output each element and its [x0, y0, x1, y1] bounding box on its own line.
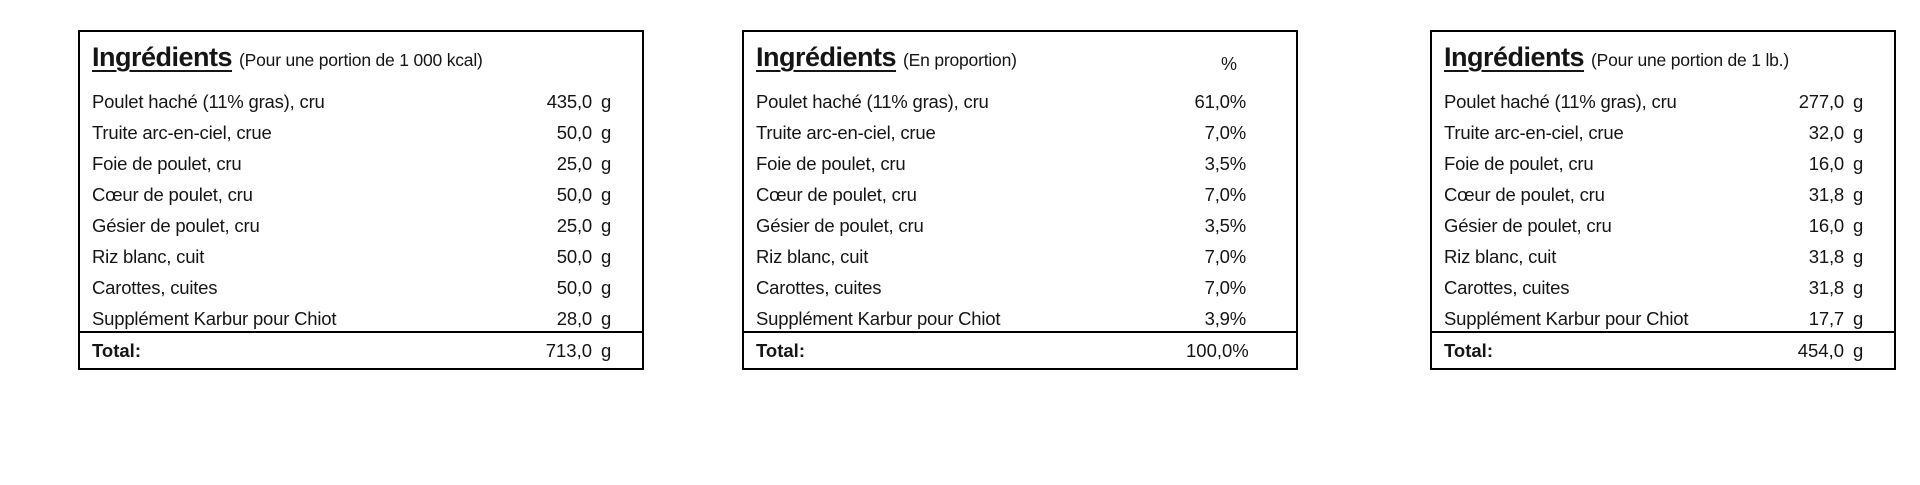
table-row: [1444, 179, 1870, 210]
table-row: [756, 303, 1272, 334]
ingredient-amount: 50,0: [556, 245, 592, 267]
ingredient-name: Cœur de poulet, cru: [756, 183, 917, 205]
ingredient-amount: 277,0: [1798, 90, 1844, 112]
table-row: [92, 210, 618, 241]
ingredient-name: Gésier de poulet, cru: [92, 214, 260, 236]
ingredient-name: Carottes, cuites: [1444, 276, 1570, 298]
total-unit: g: [1853, 339, 1864, 361]
table-row: [756, 148, 1272, 179]
ingredient-name: Foie de poulet, cru: [1444, 152, 1594, 174]
table-rows: [80, 86, 642, 334]
table-row: [1444, 272, 1870, 303]
table-row: [1444, 241, 1870, 272]
ingredient-amount: 50,0: [556, 276, 592, 298]
ingredient-unit: g: [1853, 307, 1864, 329]
table-row: [1444, 148, 1870, 179]
table-row: [1444, 303, 1870, 334]
table-rows: [744, 86, 1296, 334]
ingredient-amount: 7,0%: [1204, 121, 1246, 143]
percent-column-header: %: [1220, 53, 1237, 74]
table-row: [756, 210, 1272, 241]
ingredient-amount: 50,0: [556, 183, 592, 205]
ingredient-name: Carottes, cuites: [92, 276, 218, 298]
table-title: Ingrédients: [1444, 42, 1585, 72]
ingredient-name: Truite arc-en-ciel, crue: [756, 121, 936, 143]
ingredient-name: Poulet haché (11% gras), cru: [756, 90, 989, 112]
ingredient-amount: 16,0: [1808, 214, 1844, 236]
ingredient-name: Gésier de poulet, cru: [756, 214, 924, 236]
ingredient-amount: 16,0: [1808, 152, 1844, 174]
ingredient-amount: 31,8: [1808, 276, 1844, 298]
total-unit: g: [601, 339, 612, 361]
ingredients-table-per-1000kcal: [78, 30, 644, 370]
table-rows: [1432, 86, 1894, 334]
ingredient-name: Carottes, cuites: [756, 276, 882, 298]
ingredient-unit: g: [601, 214, 612, 236]
table-row: [756, 117, 1272, 148]
ingredient-name: Supplément Karbur pour Chiot: [1444, 307, 1689, 329]
table-row: [756, 86, 1272, 117]
table-header: [1432, 32, 1894, 86]
ingredients-table-proportions: [742, 30, 1298, 370]
table-row: [92, 272, 618, 303]
table-row: [1444, 210, 1870, 241]
table-subtitle: (Pour une portion de 1 000 kcal): [239, 50, 483, 70]
ingredient-amount: 25,0: [556, 214, 592, 236]
ingredient-unit: g: [1853, 90, 1864, 112]
ingredient-unit: g: [601, 245, 612, 267]
ingredient-name: Gésier de poulet, cru: [1444, 214, 1612, 236]
table-row: [756, 179, 1272, 210]
ingredient-unit: g: [1853, 183, 1864, 205]
ingredient-amount: 435,0: [546, 90, 592, 112]
total-amount: 100,0%: [1186, 339, 1249, 361]
total-row: [1432, 331, 1894, 368]
ingredient-unit: g: [1853, 214, 1864, 236]
table-row: [756, 272, 1272, 303]
table-title: Ingrédients: [92, 42, 233, 72]
ingredient-unit: g: [601, 121, 612, 143]
table-title: Ingrédients: [756, 42, 897, 72]
ingredient-name: Riz blanc, cuit: [92, 245, 205, 267]
ingredient-amount: 31,8: [1808, 245, 1844, 267]
ingredient-unit: g: [1853, 121, 1864, 143]
table-row: [92, 148, 618, 179]
ingredient-amount: 3,9%: [1204, 307, 1246, 329]
ingredient-name: Foie de poulet, cru: [92, 152, 242, 174]
total-amount: 454,0: [1797, 339, 1844, 361]
ingredient-name: Cœur de poulet, cru: [1444, 183, 1605, 205]
ingredient-unit: g: [1853, 152, 1864, 174]
total-label: Total:: [756, 339, 805, 361]
table-row: [92, 86, 618, 117]
ingredient-amount: 17,7: [1808, 307, 1844, 329]
total-label: Total:: [92, 339, 141, 361]
ingredient-amount: 3,5%: [1204, 214, 1246, 236]
ingredient-amount: 7,0%: [1204, 276, 1246, 298]
table-subtitle: (En proportion): [903, 50, 1017, 70]
ingredient-name: Supplément Karbur pour Chiot: [92, 307, 337, 329]
ingredient-name: Riz blanc, cuit: [756, 245, 869, 267]
ingredient-amount: 50,0: [556, 121, 592, 143]
ingredient-amount: 3,5%: [1204, 152, 1246, 174]
ingredient-amount: 61,0%: [1194, 90, 1246, 112]
table-header: [80, 32, 642, 86]
table-row: [92, 241, 618, 272]
ingredient-unit: g: [601, 307, 612, 329]
ingredient-unit: g: [601, 152, 612, 174]
ingredient-name: Cœur de poulet, cru: [92, 183, 253, 205]
ingredient-unit: g: [1853, 276, 1864, 298]
table-header: [744, 32, 1296, 86]
ingredient-amount: 32,0: [1808, 121, 1844, 143]
ingredient-unit: g: [1853, 245, 1864, 267]
table-subtitle: (Pour une portion de 1 lb.): [1591, 50, 1789, 70]
ingredient-name: Truite arc-en-ciel, crue: [1444, 121, 1624, 143]
total-label: Total:: [1444, 339, 1493, 361]
ingredient-name: Supplément Karbur pour Chiot: [756, 307, 1001, 329]
table-row: [92, 303, 618, 334]
table-row: [1444, 117, 1870, 148]
ingredient-name: Foie de poulet, cru: [756, 152, 906, 174]
ingredient-name: Poulet haché (11% gras), cru: [1444, 90, 1677, 112]
ingredient-amount: 31,8: [1808, 183, 1844, 205]
ingredient-amount: 7,0%: [1204, 183, 1246, 205]
ingredient-amount: 25,0: [556, 152, 592, 174]
total-row: [744, 331, 1296, 368]
ingredient-unit: g: [601, 183, 612, 205]
table-row: [756, 241, 1272, 272]
ingredients-table-per-1lb: [1430, 30, 1896, 370]
total-amount: 713,0: [545, 339, 592, 361]
ingredient-unit: g: [601, 276, 612, 298]
ingredient-name: Poulet haché (11% gras), cru: [92, 90, 325, 112]
table-row: [1444, 86, 1870, 117]
ingredient-name: Truite arc-en-ciel, crue: [92, 121, 272, 143]
ingredient-unit: g: [601, 90, 612, 112]
total-row: [80, 331, 642, 368]
ingredient-amount: 7,0%: [1204, 245, 1246, 267]
table-row: [92, 117, 618, 148]
ingredient-amount: 28,0: [556, 307, 592, 329]
ingredient-name: Riz blanc, cuit: [1444, 245, 1557, 267]
table-row: [92, 179, 618, 210]
